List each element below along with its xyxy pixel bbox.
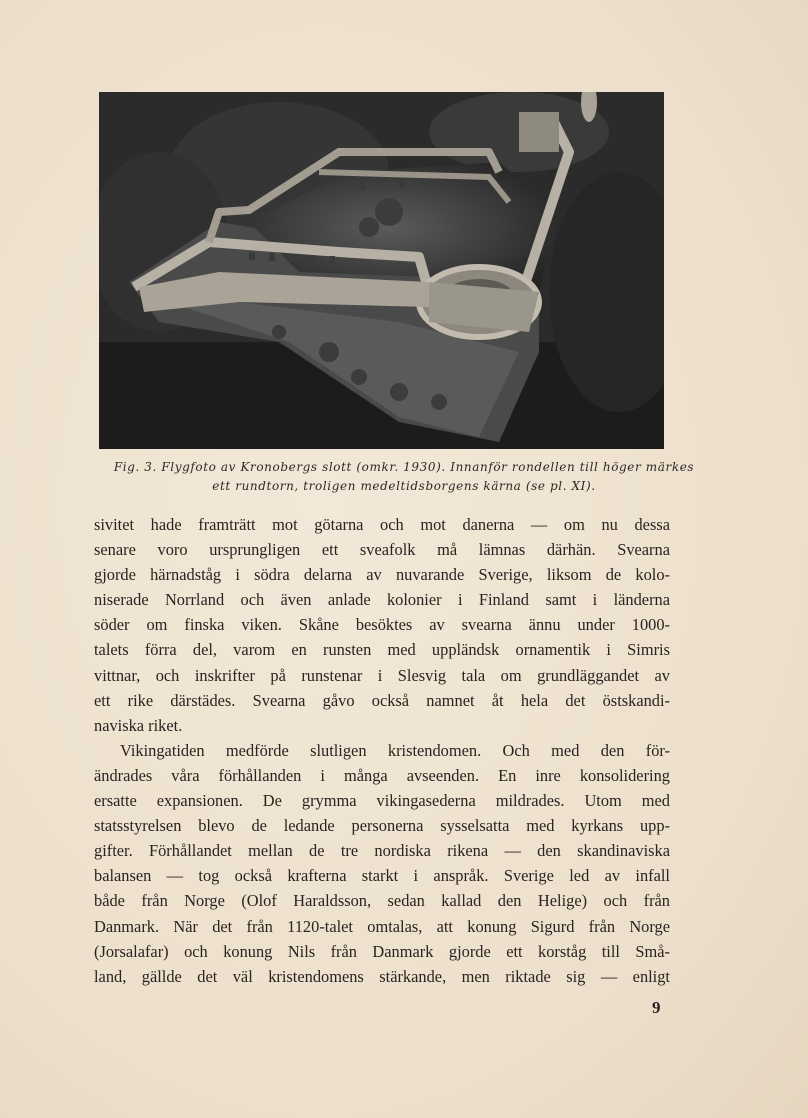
text-line: både från Norge (Olof Haraldsson, sedan kallad den Helige) och från	[94, 891, 670, 911]
text-line: ändrades våra förhållanden i många avseenden. En inre konsolidering	[94, 765, 670, 785]
text-line: niserade Norrland och även anlade kolonier i Finland samt i länderna	[94, 590, 670, 610]
text-line: gifter. Förhållandet mellan de tre nordiska rikena — den skandinaviska	[94, 841, 670, 861]
aerial-photo-figure	[99, 92, 664, 449]
text-line: statsstyrelsen blevo de ledande personerna sysselsatta med kyrkans upp-	[94, 816, 670, 836]
paragraph	[94, 512, 670, 738]
text-line: Vikingatiden medförde slutligen kristendomen. Och med den för-	[120, 740, 670, 760]
text-line: senare voro ursprungligen ett sveafolk må lämnas därhän. Svearna	[94, 540, 670, 560]
text-line: gjorde härnadståg i södra delarna av nuvarande Sverige, liksom de kolo-	[94, 565, 670, 585]
page-number: 9	[652, 998, 661, 1017]
text-line: vittnar, och inskrifter på runstenar i Slesvig tala om grundläggandet av	[94, 665, 670, 685]
text-line: ersatte expansionen. De grymma vikingasederna mildrades. Utom med	[94, 791, 670, 811]
caption-line: Fig. 3. Flygfoto av Kronobergs slott (omkr. 1930). Innanför rondellen till höger märkes	[113, 460, 695, 474]
text-line: sivitet hade framträtt mot götarna och mot danerna — om nu dessa	[94, 515, 670, 534]
castle-ruin-photo-icon	[99, 92, 664, 449]
text-line: naviska riket.	[94, 715, 183, 735]
text-line: talets förra del, varom en runsten med uppländsk ornamentik i Simris	[94, 640, 670, 660]
text-line: ett rike därstädes. Svearna gåvo också namnet åt hela det östskandi-	[94, 690, 670, 710]
text-line: balansen — tog också krafterna starkt i anspråk. Sverige led av infall	[94, 866, 670, 886]
caption-line: ett rundtorn, troligen medeltidsborgens kärna (se pl. XI).	[212, 479, 596, 493]
body-text	[94, 512, 670, 989]
text-line: land, gällde det väl kristendomens stärkande, men riktade sig — enligt	[94, 966, 670, 986]
figure-caption	[70, 458, 738, 496]
paragraph	[94, 738, 670, 989]
text-line: söder om finska viken. Skåne besöktes av svearna ännu under 1000-	[94, 615, 670, 635]
text-line: (Jorsalafar) och konung Nils från Danmark gjorde ett korståg till Små-	[94, 941, 670, 961]
text-line: Danmark. När det från 1120-talet omtalas, att konung Sigurd från Norge	[94, 916, 670, 936]
